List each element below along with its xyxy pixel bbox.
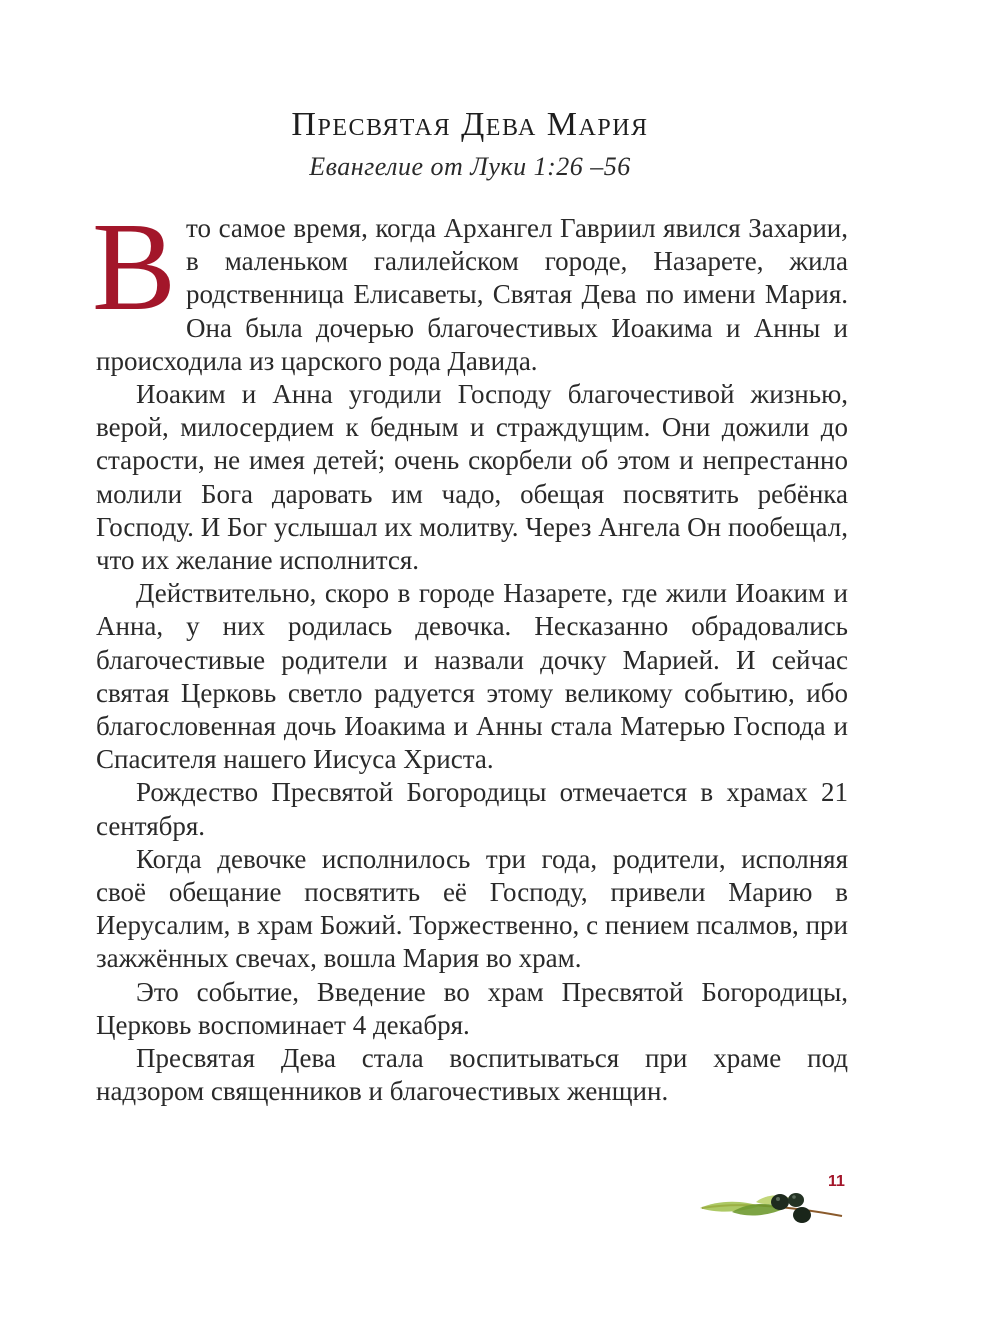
paragraph-2: Иоаким и Анна угодили Господу благочестивой жизнью, верой, милосердием к бедным и страждущим. Они дожили до старости, не имея детей; очень скорбели об этом и непрестанно молили Бога даровать им чадо, обещая посвятить ребёнка Господу. И Бог услышал их молитву. Через Ангела Он пообещал, что их желание исполнится.: [96, 379, 848, 576]
olive-branch-icon: [698, 1188, 846, 1228]
paragraph-4: Рождество Пресвятой Богородицы отмечается в храмах 21 сентября.: [96, 777, 848, 841]
paragraph-text: то самое время, когда Архангел Гавриил явился Захарии, в маленьком галилейском городе, Назарете, жила родственница Елисаветы, Святая Дева по имени Мария. Она была дочерью благочестивых Иоакима и Анны и происходила из царского рода Давида.: [96, 213, 848, 376]
paragraph-1: [92, 198, 848, 378]
paragraph-5: Когда девочке исполнилось три года, родители, исполняя своё обещание посвятить её Господу, привели Марию в Иерусалим, в храм Божий. Торжественно, с пением псалмов, при зажжённых свечах, вошла Мария во храм.: [96, 843, 848, 974]
drop-cap: В: [92, 198, 177, 337]
paragraph-7: Пресвятая Дева стала воспитываться при храме под надзором священников и благочестивых женщин.: [96, 1043, 848, 1107]
scripture-reference: Евангелие от Луки 1:26 –56: [309, 152, 631, 181]
page-number: 11: [828, 1173, 845, 1190]
paragraph-3: Действительно, скоро в городе Назарете, где жили Иоаким и Анна, у них родилась девочка. Несказанно обрадовались благочестивые родители и назвали дочку Марией. И сейчас святая Церковь светло радуется этому великому событию, ибо благословенная дочь Иоакима и Анны стала Матерью Господа и Спасителя нашего Иисуса Христа.: [96, 578, 848, 775]
page-title: Пресвятая Дева Мария: [291, 106, 649, 143]
paragraph-6: Это событие, Введение во храм Пресвятой Богородицы, Церковь воспоминает 4 декабря.: [96, 976, 848, 1040]
body-text: [92, 198, 848, 1108]
